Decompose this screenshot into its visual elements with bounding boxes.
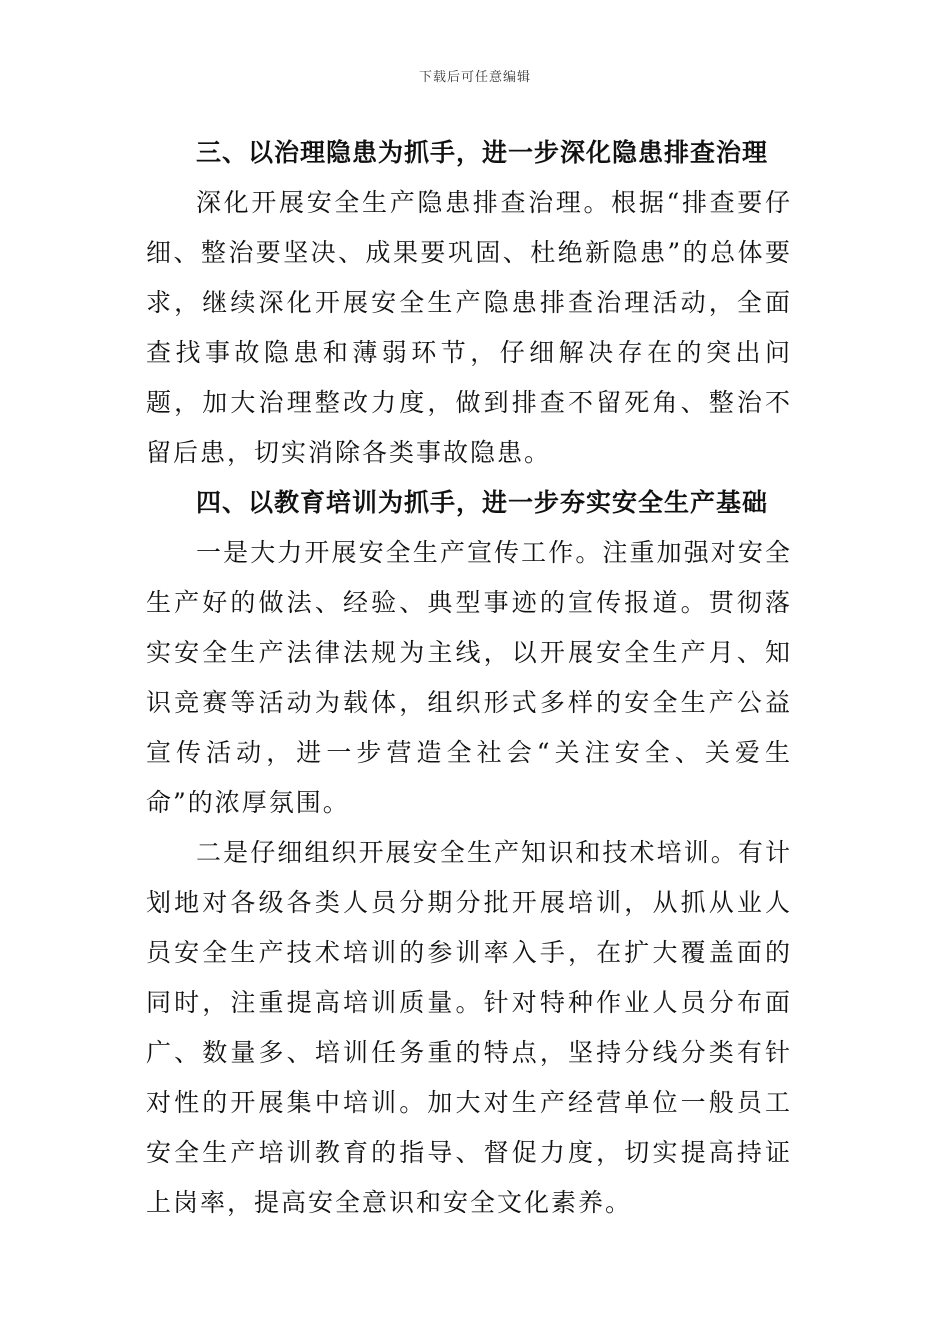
paragraph-training-work: 二是仔细组织开展安全生产知识和技术培训。有计划地对各级各类人员分期分批开展培训，从抓从业人员安全生产技术培训的参训率入手，在扩大覆盖面的同时，注重提高培训质量。针对特种作业人员分布面广、数量多、培训任务重的特点，坚持分线分类有针对性的开展集中培训。加大对生产经营单位一般员工安全生产培训教育的指导、督促力度，切实提高持证上岗率，提高安全意识和安全文化素养。 [146,838,792,1217]
paragraph-hazard-inspection: 深化开展安全生产隐患排查治理。根据“排查要仔细、整治要坚决、成果要巩固、杜绝新隐患”的总体要求，继续深化开展安全生产隐患排查治理活动，全面查找事故隐患和薄弱环节，仔细解决存在的突出问题，加大治理整改力度，做到排查不留死角、整治不留后患，切实消除各类事故隐患。 [146,188,792,467]
section-heading-3: 三、以治理隐患为抓手，进一步深化隐患排查治理 [196,138,769,167]
document-body [146,128,792,1228]
section-heading-4: 四、以教育培训为抓手，进一步夯实安全生产基础 [196,488,769,517]
paragraph-publicity-work: 一是大力开展安全生产宣传工作。注重加强对安全生产好的做法、经验、典型事迹的宣传报道。贯彻落实安全生产法律法规为主线，以开展安全生产月、知识竞赛等活动为载体，组织形式多样的安全生产公益宣传活动，进一步营造全社会“关注安全、关爱生命”的浓厚氛围。 [146,538,792,817]
header-note: 下载后可任意编辑 [418,70,531,85]
